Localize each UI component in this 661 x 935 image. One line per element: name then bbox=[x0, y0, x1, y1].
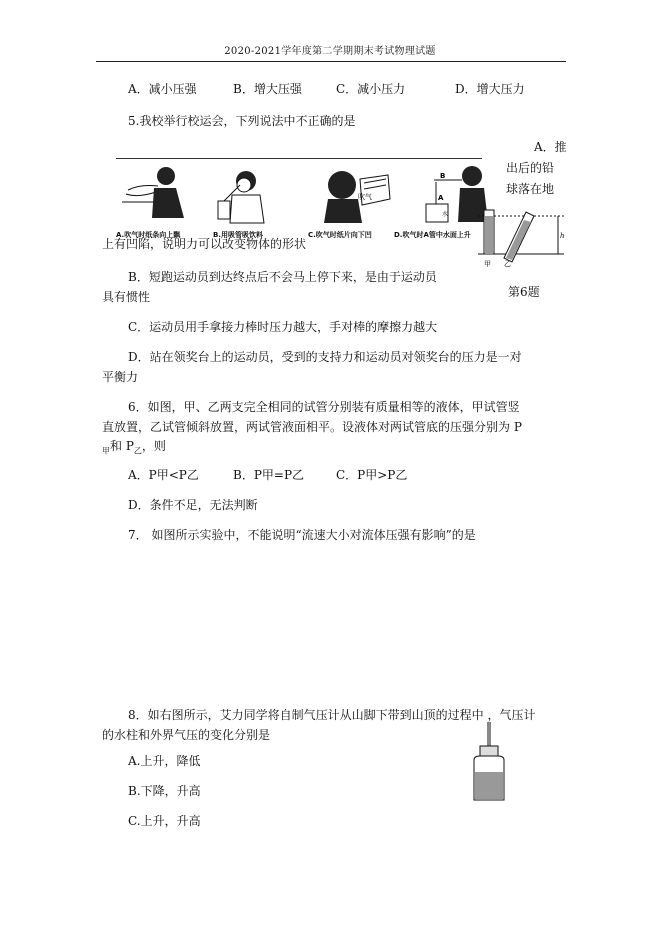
q4-option-b: B．增大压强 bbox=[233, 82, 302, 96]
q4-option-a: A．减小压强 bbox=[128, 82, 197, 96]
label-a: A bbox=[438, 194, 444, 202]
q5-c: C．运动员用手拿接力棒时压力越大，手对棒的摩擦力越大 bbox=[128, 320, 438, 334]
q7-stem: 7． 如图所示实验中，不能说明“流速大小对流体压强有影响”的是 bbox=[128, 528, 476, 542]
label-yi: 乙 bbox=[504, 260, 511, 268]
q6-option-a: A．P甲<P乙 bbox=[128, 468, 199, 482]
figure-b-straw bbox=[210, 165, 272, 225]
label-water: 水 bbox=[442, 211, 449, 218]
q5-a-right-2: 出后的铅 bbox=[506, 161, 555, 175]
q6-line1: 6．如图，甲、乙两支完全相同的试管分别装有质量相等的液体，甲试管竖 bbox=[128, 400, 520, 414]
q5-b-line2: 具有惯性 bbox=[102, 290, 151, 304]
caption-d: D.吹气时A管中水面上升 bbox=[394, 231, 471, 239]
q6-sub-jia: 甲 bbox=[102, 446, 110, 456]
q5-a-right-3: 球落在地 bbox=[506, 182, 555, 196]
caption-a: A.吹气时纸条向上飘 bbox=[116, 231, 181, 239]
q5-stem: 5.我校举行校运会，下列说法中不正确的是 bbox=[128, 114, 356, 128]
q5-d-line2: 平衡力 bbox=[102, 370, 139, 384]
q4-option-d: D．增大压力 bbox=[455, 82, 525, 96]
header-rule bbox=[96, 61, 566, 62]
q6-sub-yi: 乙 bbox=[133, 446, 142, 456]
q8-line1: 8．如右图所示，艾力同学将自制气压计从山脚下带到山顶的过程中 ，气压计 bbox=[128, 708, 536, 722]
q8-option-c: C.上升，升高 bbox=[128, 814, 201, 828]
q8-line2: 的水柱和外界气压的变化分别是 bbox=[102, 728, 271, 742]
q6-and-p: 和 P bbox=[110, 439, 134, 453]
caption-c: C.吹气时纸片向下凹 bbox=[308, 231, 372, 239]
label-jia: 甲 bbox=[484, 260, 491, 268]
q5-b-line1: B．短跑运动员到达终点后不会马上停下来，是由于运动员 bbox=[128, 270, 437, 284]
q6-then: ，则 bbox=[141, 439, 166, 453]
q6-line2: 直放置，乙试管倾斜放置，两试管液面相平。设液体对两试管底的压强分别为 P bbox=[102, 420, 522, 434]
q8-barometer-bottle bbox=[466, 720, 510, 804]
q5-a-continued: 上有凹陷，说明力可以改变物体的形状 bbox=[102, 237, 307, 251]
q6-line3 bbox=[102, 437, 166, 460]
q5-d-line1: D．站在领奖台上的运动员，受到的支持力和运动员对领奖台的压力是一对 bbox=[128, 350, 522, 364]
figure-a-blow-paper bbox=[118, 162, 190, 226]
q6-option-c: C．P甲>P乙 bbox=[336, 468, 408, 482]
q5-a-right-1: A．推 bbox=[534, 140, 567, 154]
figure-c-paper-cards bbox=[318, 165, 392, 225]
q8-option-a: A.上升，降低 bbox=[128, 754, 201, 768]
label-b: B bbox=[440, 172, 446, 180]
label-h: h bbox=[560, 232, 565, 240]
figure-top-rule bbox=[116, 158, 482, 159]
page-header: 2020-2021学年度第二学期期末考试物理试题 bbox=[224, 46, 436, 57]
q8-option-b: B.下降，升高 bbox=[128, 784, 201, 798]
q6-figure-tubes bbox=[478, 204, 568, 268]
q6-option-d: D．条件不足，无法判断 bbox=[128, 498, 258, 512]
q4-option-c: C．减小压力 bbox=[336, 82, 406, 96]
q6-figure-caption: 第6题 bbox=[508, 285, 540, 299]
caption-b: B.用吸管吸饮料 bbox=[213, 231, 263, 239]
label-blow: 吹气 bbox=[358, 193, 372, 201]
q6-option-b: B．P甲=P乙 bbox=[233, 468, 305, 482]
